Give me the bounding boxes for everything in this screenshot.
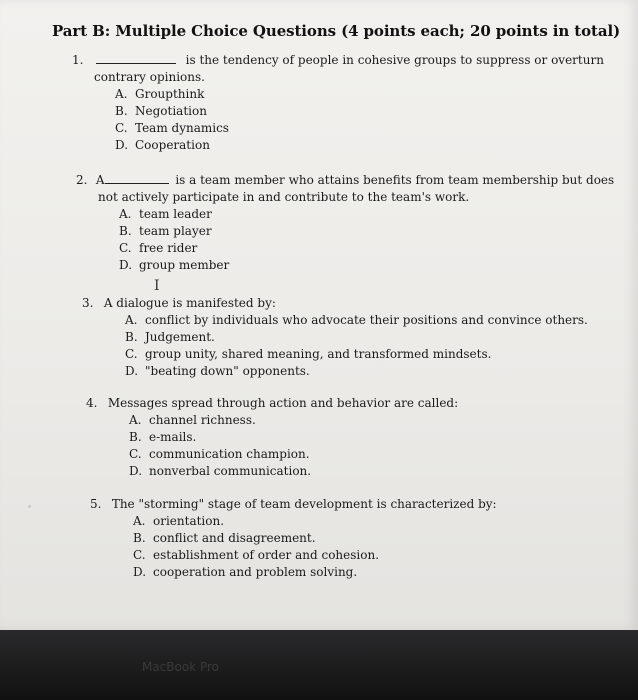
option-text: communication champion.	[149, 447, 310, 461]
text-cursor-icon: I	[154, 278, 160, 294]
option-text: conflict by individuals who advocate their positions and convince others.	[145, 313, 588, 327]
question-5	[90, 496, 497, 581]
option-text: nonverbal communication.	[149, 464, 312, 478]
option-letter: D.	[133, 565, 147, 579]
option-list	[115, 86, 604, 154]
answer-blank	[105, 173, 169, 184]
option	[133, 530, 497, 547]
question-continuation: contrary opinions.	[94, 70, 205, 84]
option-letter: C.	[129, 447, 142, 461]
option-list	[125, 312, 588, 380]
option	[129, 412, 458, 429]
option	[115, 103, 604, 120]
option-list	[133, 513, 497, 581]
option-text: "beating down" opponents.	[145, 364, 310, 378]
option-list	[129, 412, 458, 480]
option	[133, 547, 497, 564]
option-letter: B.	[129, 430, 142, 444]
option	[125, 363, 588, 380]
option-letter: C.	[119, 241, 132, 255]
option-text: free rider	[139, 241, 198, 255]
option	[115, 86, 604, 103]
question-text: is a team member who attains benefits from team membership but does	[175, 173, 615, 187]
option-text: group member	[139, 258, 230, 272]
screen-speck	[28, 505, 31, 508]
option-letter: C.	[125, 347, 138, 361]
option-text: orientation.	[153, 514, 225, 528]
option-text: establishment of order and cohesion.	[153, 548, 380, 562]
question-text: Messages spread through action and behavior are called:	[107, 396, 459, 410]
question-stem	[90, 496, 497, 513]
option	[129, 446, 458, 463]
question-continuation: not actively participate in and contribute to the team's work.	[98, 190, 470, 204]
question-number: 5.	[90, 497, 102, 511]
option-list	[119, 206, 614, 274]
question-number: 4.	[86, 396, 98, 410]
question-4	[86, 395, 458, 480]
option-text: Negotiation	[135, 104, 207, 118]
option	[125, 346, 588, 363]
option-text: Cooperation	[135, 138, 210, 152]
option-text: channel richness.	[149, 413, 256, 427]
option-text: Team dynamics	[135, 121, 229, 135]
question-stem	[86, 395, 458, 412]
question-stem	[72, 52, 604, 69]
option	[129, 463, 458, 480]
option-text: team player	[139, 224, 212, 238]
option	[119, 240, 614, 257]
option-letter: D.	[129, 464, 143, 478]
option	[115, 120, 604, 137]
question-stem	[76, 172, 614, 189]
option-letter: D.	[115, 138, 129, 152]
answer-blank	[96, 53, 176, 64]
question-number: 1.	[72, 53, 84, 67]
option-letter: A.	[115, 87, 128, 101]
option-text: e-mails.	[149, 430, 197, 444]
option-letter: B.	[125, 330, 138, 344]
option	[125, 312, 588, 329]
section-title: Part B: Multiple Choice Questions (4 points each; 20 points in total)	[52, 22, 621, 40]
option-letter: D.	[119, 258, 133, 272]
question-1	[72, 52, 604, 154]
option-letter: A.	[119, 207, 132, 221]
option-letter: C.	[133, 548, 146, 562]
option	[129, 429, 458, 446]
question-text: The "storming" stage of team development is characterized by:	[111, 497, 497, 511]
option-letter: B.	[119, 224, 132, 238]
question-text-start: A	[95, 173, 105, 187]
option-text: group unity, shared meaning, and transformed mindsets.	[145, 347, 492, 361]
laptop-brand-label: MacBook Pro	[142, 660, 220, 674]
question-number: 3.	[82, 296, 94, 310]
question-stem	[82, 295, 588, 312]
question-3	[82, 295, 588, 380]
option-letter: A.	[125, 313, 138, 327]
option	[133, 564, 497, 581]
option	[119, 206, 614, 223]
option-letter: B.	[133, 531, 146, 545]
option-letter: A.	[129, 413, 142, 427]
option	[119, 223, 614, 240]
option	[125, 329, 588, 346]
question-text: A dialogue is manifested by:	[103, 296, 276, 310]
option	[119, 257, 614, 274]
laptop-bezel	[0, 630, 638, 700]
question-2	[76, 172, 614, 274]
option	[133, 513, 497, 530]
option-text: cooperation and problem solving.	[153, 565, 358, 579]
option	[115, 137, 604, 154]
option-text: Judgement.	[145, 330, 215, 344]
option-letter: A.	[133, 514, 146, 528]
option-letter: B.	[115, 104, 128, 118]
option-text: conflict and disagreement.	[153, 531, 316, 545]
option-letter: D.	[125, 364, 139, 378]
question-text: is the tendency of people in cohesive groups to suppress or overturn	[185, 53, 604, 67]
question-number: 2.	[76, 173, 88, 187]
option-text: Groupthink	[135, 87, 205, 101]
option-letter: C.	[115, 121, 128, 135]
option-text: team leader	[139, 207, 212, 221]
